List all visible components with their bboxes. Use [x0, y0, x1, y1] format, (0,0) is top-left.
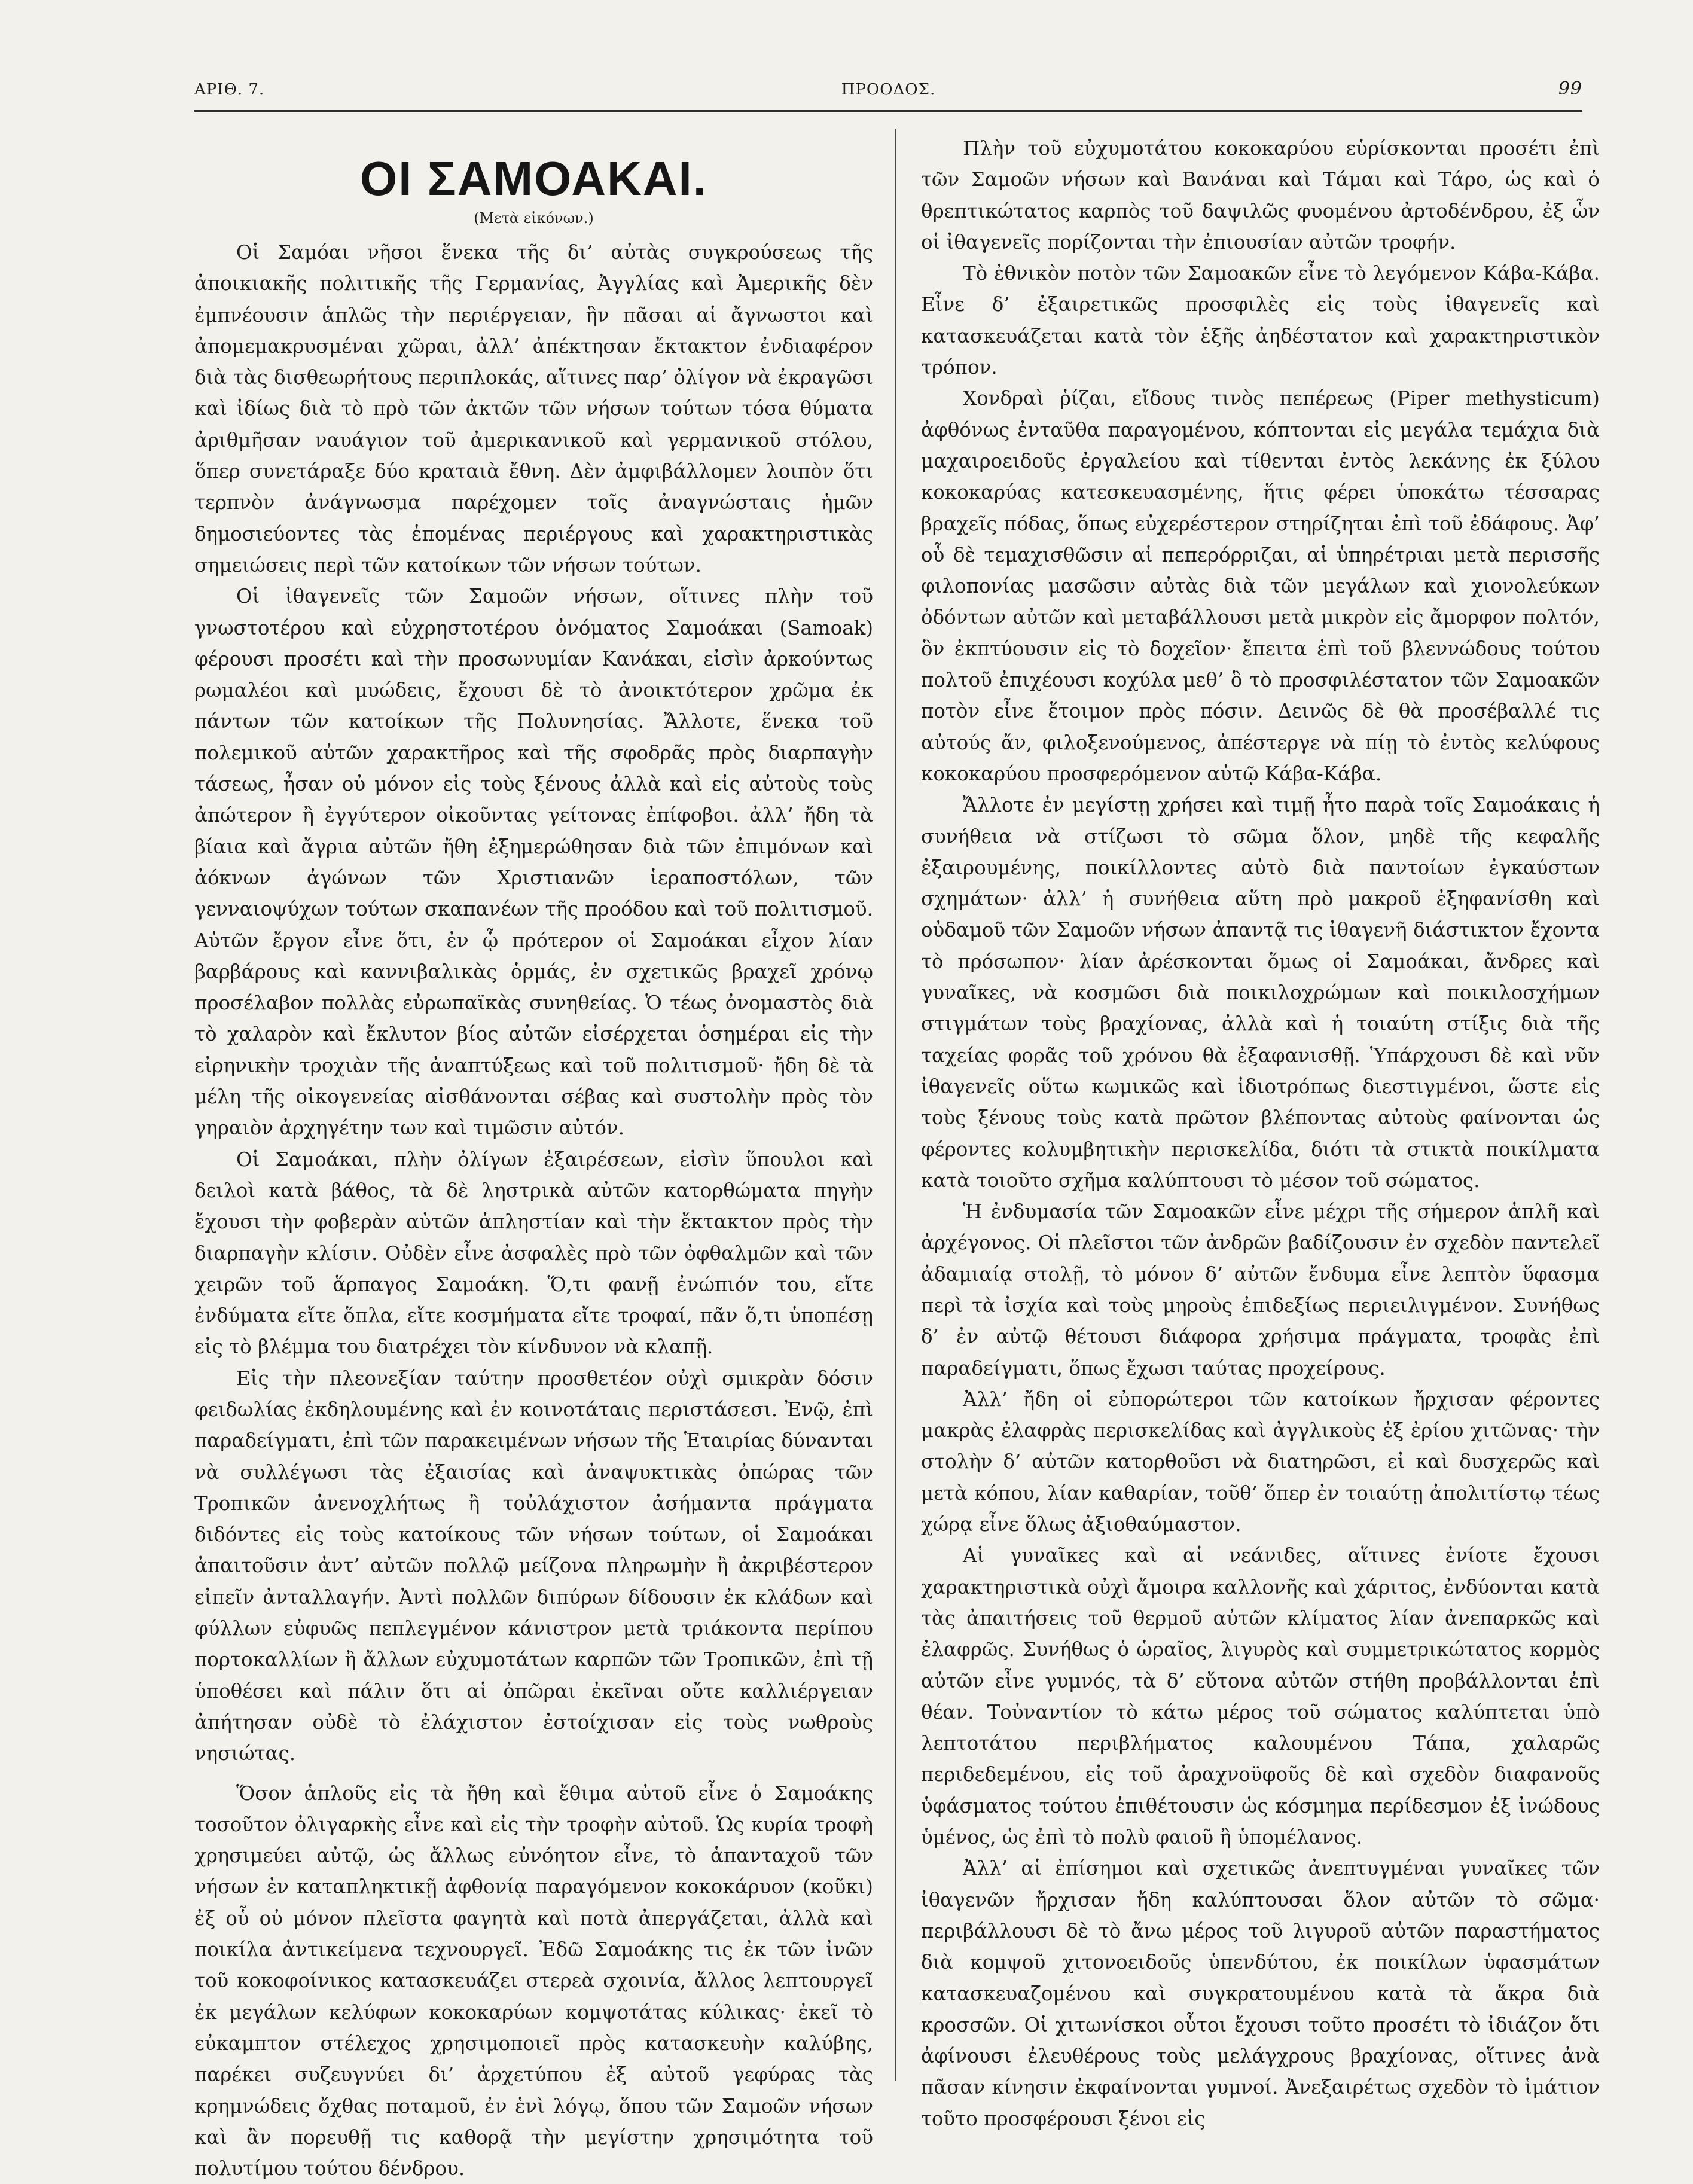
left-column	[194, 133, 873, 2180]
article-subtitle: (Μετὰ εἰκόνων.)	[474, 210, 594, 227]
journal-title: ΠΡΟΟΔΟΣ.	[841, 81, 936, 99]
paragraph: Ὅσον ἁπλοῦς εἰς τὰ ἤθη καὶ ἔθιμα αὐτοῦ εἶνε ὁ Σαμοάκης τοσοῦτον ὀλιγαρκὴς εἶνε καὶ εἰς τὴν τροφὴν αὐτοῦ. Ὡς κυρία τροφὴ χρησιμεύει αὐτῷ, ὡς ἄλλως εὐνόητον εἶνε, τὸ ἁπανταχοῦ τῶν νήσων ἐν καταπληκτικῇ ἀφθονίᾳ παραγόμενον κοκοκάρυον (κοῦκι) ἐξ οὗ οὐ μόνον πλεῖστα φαγητὰ καὶ ποτὰ ἀπεργάζεται, ἀλλὰ καὶ ποικίλα ἀντικείμενα τεχνουργεῖ. Ἐδῶ Σαμοάκης τις ἐκ τῶν ἰνῶν τοῦ κοκοφοίνικος κατασκευάζει στερεὰ σχοινία, ἄλλος λεπτουργεῖ ἐκ μεγάλων κελύφων κοκοκαρύων κομψοτάτας κύλικας· ἐκεῖ τὸ εὐκαμπτον στέλεχος χρησιμοποιεῖ πρὸς κατασκευὴν καλύβης, παρέκει συζευγνύει δι’ ἀρχετύπου ἐξ αὐτοῦ γεφύρας τὰς κρημνώδεις ὄχθας ποταμοῦ, ἐν ἑνὶ λόγῳ, ὅπου τῶν Σαμοῶν νήσων καὶ ἂν πορευθῇ τις καθορᾷ τὴν μεγίστην χρησιμότητα τοῦ πολυτίμου τούτου δένδρου.	[194, 1782, 873, 2180]
page-number: 99	[1558, 78, 1582, 99]
paragraph: Πλὴν τοῦ εὐχυμοτάτου κοκοκαρύου εὑρίσκονται προσέτι ἐπὶ τῶν Σαμοῶν νήσων καὶ Βανάναι καὶ Τάμαι καὶ Τάρο, ὡς καὶ ὁ θρεπτικώτατος καρπὸς τοῦ δαψιλῶς φυομένου ἀρτοδένδρου, ἐξ ὧν οἱ ἰθαγενεῖς πορίζονται τὴν ἐπιουσίαν αὐτῶν τροφήν.	[921, 137, 1600, 254]
paragraph: Αἱ γυναῖκες καὶ αἱ νεάνιδες, αἵτινες ἐνίοτε ἔχουσι χαρακτηριστικὰ οὐχὶ ἄμοιρα καλλονῆς καὶ χάριτος, ἐνδύονται κατὰ τὰς ἀπαιτήσεις τοῦ θερμοῦ αὐτῶν κλίματος λίαν ἀνεπαρκῶς καὶ ἐλαφρῶς. Συνήθως ὁ ὡραῖος, λιγυρὸς καὶ συμμετρικώτατος κορμὸς αὐτῶν εἶνε γυμνός, τὰ δ’ εὔτονα αὐτῶν στήθη προβάλλονται ἐπὶ θέαν. Τοὐναντίον τὸ κάτω μέρος τοῦ σώματος καλύπτεται ὑπὸ λεπτοτάτου περιβλήματος καλουμένου Τάπα, χαλαρῶς περιδεδεμένου, εἰς τοῦ ἀραχνοϋφοῦς δὲ καὶ σχεδὸν διαφανοῦς ὑφάσματος τούτου ἐπιθέτουσιν ὡς κόσμημα περίδεσμον ἐξ ἰνώδους ὑμένος, ὡς ἐπὶ τὸ πολὺ φαιοῦ ἢ ὑπομέλανος.	[921, 1544, 1600, 1849]
paragraph: Χονδραὶ ῥίζαι, εἴδους τινὸς πεπέρεως (Piper methysticum) ἀφθόνως ἐνταῦθα παραγομένου, κόπτονται εἰς μεγάλα τεμάχια διὰ μαχαιροειδοῦς ἐργαλείου καὶ τίθενται ἐντὸς λεκάνης ἐκ ξύλου κοκοκαρύας κατεσκευασμένης, ἥτις φέρει ὑποκάτω τέσσαρας βραχεῖς πόδας, ὅπως εὐχερέστερον στηρίζηται ἐπὶ τοῦ ἐδάφους. Ἀφ’ οὗ δὲ τεμαχισθῶσιν αἱ πεπερόρριζαι, αἱ ὑπηρέτριαι μετὰ περισσῆς φιλοπονίας μασῶσιν αὐτὰς διὰ τῶν μεγάλων καὶ χιονολεύκων ὀδόντων αὐτῶν καὶ μεταβάλλουσι μετὰ μικρὸν εἰς ἄμορφον πολτόν, ὃν ἐκπτύουσιν εἰς τὸ δοχεῖον· ἔπειτα ἐπὶ τοῦ βλεννώδους τούτου πολτοῦ ἐπιχέουσι κοχύλα μεθ’ ὃ τὸ προσφιλέστατον τῶν Σαμοακῶν ποτὸν εἶνε ἕτοιμον πρὸς πόσιν. Δεινῶς δὲ θὰ προσέβαλλέ τις αὐτούς ἄν, φιλοξενούμενος, ἀπέστεργε νὰ πίῃ τὸ ἐντὸς κελύφους κοκοκαρύου προσφερόμενον αὐτῷ Κάβα-Κάβα.	[921, 387, 1600, 785]
paragraph: Ἡ ἐνδυμασία τῶν Σαμοακῶν εἶνε μέχρι τῆς σήμερον ἁπλῆ καὶ ἀρχέγονος. Οἱ πλεῖστοι τῶν ἀνδρῶν βαδίζουσιν ἐν σχεδὸν παντελεῖ ἀδαμιαίᾳ στολῇ, τὸ μόνον δ’ αὐτῶν ἔνδυμα εἶνε λεπτὸν ὕφασμα περὶ τὰ ἰσχία καὶ τοὺς μηροὺς ἐπιδεξίως περιειλιγμένον. Συνήθως δ’ ἐν αὐτῷ θέτουσι διάφορα χρήσιμα πράγματα, τροφὰς ἐπὶ παραδείγματι, ὅπως ἔχωσι ταύτας προχείρους.	[921, 1200, 1600, 1380]
issue-number: ΑΡΙΘ. 7.	[194, 81, 265, 99]
paragraph: Τὸ ἐθνικὸν ποτὸν τῶν Σαμοακῶν εἶνε τὸ λεγόμενον Κάβα-Κάβα. Εἶνε δ’ ἐξαιρετικῶς προσφιλὲς εἰς τοὺς ἰθαγενεῖς καὶ κατασκευάζεται κατὰ τὸν ἑξῆς ἀηδέστατον καὶ χαρακτηριστικὸν τρόπον.	[921, 262, 1600, 379]
paragraph: Οἱ ἰθαγενεῖς τῶν Σαμοῶν νήσων, οἵτινες πλὴν τοῦ γνωστοτέρου καὶ εὐχρηστοτέρου ὀνόματος Σαμοάκαι (Samoak) φέρουσι προσέτι καὶ τὴν προσωνυμίαν Κανάκαι, εἰσὶν ἀρκούντως ρωμαλέοι καὶ μυώδεις, ἔχουσι δὲ τὸ ἀνοικτότερον χρῶμα ἐκ πάντων τῶν κατοίκων τῆς Πολυνησίας. Ἄλλοτε, ἕνεκα τοῦ πολεμικοῦ αὐτῶν χαρακτῆρος καὶ τῆς σφοδρᾶς πρὸς διαρπαγὴν τάσεως, ἦσαν οὐ μόνον εἰς τοὺς ξένους ἀλλὰ καὶ εἰς αὐτοὺς τοὺς ἀπώτερον ἢ ἐγγύτερον οἰκοῦντας γείτονας ἐπίφοβοι. ἀλλ’ ἤδη τὰ βίαια καὶ ἄγρια αὐτῶν ἤθη ἐξημερώθησαν διὰ τῶν ἐπιμόνων καὶ ἀόκνων ἀγώνων τῶν Χριστιανῶν ἱεραποστόλων, τῶν γενναιοψύχων τούτων σκαπανέων τῆς προόδου καὶ τοῦ πολιτισμοῦ. Αὐτῶν ἔργον εἶνε ὅτι, ἐν ᾧ πρότερον οἱ Σαμοάκαι εἶχον λίαν βαρβάρους καὶ καννιβαλικὰς ὁρμάς, ἐν σχετικῶς βραχεῖ χρόνῳ προσέλαβον πολλὰς εὐρωπαϊκὰς συνηθείας. Ὁ τέως ὀνομαστὸς διὰ τὸ χαλαρὸν καὶ ἔκλυτον βίος αὐτῶν εἰσέρχεται ὁσημέραι εἰς τὴν εἰρηνικὴν τροχιὰν τῆς ἀναπτύξεως καὶ τοῦ πολιτισμοῦ· ἤδη δὲ τὰ μέλη τῆς οἰκογενείας αἰσθάνονται σέβας καὶ συστολὴν πρὸς τὸν γηραιὸν ἀρχηγέτην των καὶ τιμῶσιν αὐτόν.	[194, 585, 873, 1140]
paragraph: Ἀλλ’ ἤδη οἱ εὐπορώτεροι τῶν κατοίκων ἤρχισαν φέροντες μακρὰς ἐλαφρὰς περισκελίδας καὶ ἀγγλικοὺς ἐξ ἐρίου χιτῶνας· τὴν στολὴν δ’ αὐτῶν κατορθοῦσι νὰ διατηρῶσι, εἰ καὶ δυσχερῶς καὶ μετὰ κόπου, λίαν καθαρίαν, τοῦθ’ ὅπερ ἐν τοιαύτῃ ἀπολιτίστῳ τέως χώρᾳ εἶνε ὅλως ἀξιοθαύμαστον.	[921, 1387, 1600, 1536]
paragraph: Οἱ Σαμόαι νῆσοι ἕνεκα τῆς δι’ αὐτὰς συγκρούσεως τῆς ἀποικιακῆς πολιτικῆς τῆς Γερμανίας, Ἀγγλίας καὶ Ἀμερικῆς δὲν ἐμπνέουσιν ἁπλῶς τὴν περιέργειαν, ἣν πᾶσαι αἱ ἄγνωστοι καὶ ἀπομεμακρυσμέναι χῶραι, ἀλλ’ ἀπέκτησαν ἔκτακτον ἐνδιαφέρον διὰ τὰς δισθεωρήτους περιπλοκάς, αἵτινες παρ’ ὀλίγον νὰ ἐκραγῶσι καὶ ἰδίως διὰ τὸ πρὸ τῶν ἀκτῶν τῶν νήσων τούτων τόσα θύματα ἀριθμῆσαν ναυάγιον τοῦ ἀμερικανικοῦ καὶ γερμανικοῦ στόλου, ὅπερ συνετάραξε δύο κραταιὰ ἔθνη. Δὲν ἀμφιβάλλομεν λοιπὸν ὅτι τερπνὸν ἀνάγνωσμα παρέχομεν τοῖς ἀναγνώσταις ἡμῶν δημοσιεύοντες τὰς ἑπομένας περιέργους καὶ χαρακτηριστικὰς σημειώσεις περὶ τῶν κατοίκων τῶν νήσων τούτων.	[194, 241, 873, 576]
right-column	[921, 133, 1600, 2130]
page-header	[194, 75, 1582, 111]
article-title: ΟΙ ΣΑΜΟΑΚΑΙ.	[360, 152, 707, 205]
header-rule	[194, 110, 1582, 112]
paragraph: Εἰς τὴν πλεονεξίαν ταύτην προσθετέον οὐχὶ σμικρὰν δόσιν φειδωλίας ἐκδηλουμένης καὶ ἐν κοινοτάταις περιστάσεσι. Ἐνῷ, ἐπὶ παραδείγματι, ἐπὶ τῶν παρακειμένων νήσων τῆς Ἑταιρίας δύνανται νὰ συλλέγωσι τὰς ἐξαισίας καὶ ἀναψυκτικὰς ὀπώρας τῶν Τροπικῶν ἀνενοχλήτως ἢ τοὐλάχιστον ἀσήμαντα πράγματα διδόντες εἰς τοὺς κατοίκους τῶν νήσων τούτων, οἱ Σαμοάκαι ἀπαιτοῦσιν ἀντ’ αὐτῶν πολλῷ μείζονα πληρωμὴν ἢ ἀκριβέστερον εἰπεῖν ἀνταλλαγήν. Ἀντὶ πολλῶν διπύρων δίδουσιν ἐκ κλάδων καὶ φύλλων εὐφυῶς πεπλεγμένον κάνιστρον μετὰ τριάκοντα περίπου πορτοκαλλίων ἢ ἄλλων εὐχυμοτάτων καρπῶν τῶν Τροπικῶν, ἐπὶ τῇ ὑποθέσει καὶ πάλιν ὅτι αἱ ὀπῶραι ἐκεῖναι οὔτε καλλιέργειαν ἀπήτησαν οὐδὲ τὸ ἐλάχιστον ἐστοίχισαν εἰς τοὺς νωθροὺς νησιώτας.	[194, 1366, 873, 1765]
paragraph: Ἀλλ’ αἱ ἐπίσημοι καὶ σχετικῶς ἀνεπτυγμέναι γυναῖκες τῶν ἰθαγενῶν ἤρχισαν ἤδη καλύπτουσαι ὅλον αὐτῶν τὸ σῶμα· περιβάλλουσι δὲ τὸ ἄνω μέρος τοῦ λιγυροῦ αὐτῶν παραστήματος διὰ κομψοῦ χιτονοειδοῦς ὑπενδύτου, ἐκ ποικίλων ὑφασμάτων κατασκευαζομένου καὶ συγκρατουμένου κατὰ τὰ ἄκρα διὰ κροσσῶν. Οἱ χιτωνίσκοι οὗτοι ἔχουσι τοῦτο προσέτι τὸ ἰδιάζον ὅτι ἀφίνουσι ἐλευθέρους τοὺς μελάγχρους βραχίονας, οἵτινες ἀνὰ πᾶσαν κίνησιν ἐκφαίνονται γυμνοί. Ἀνεξαιρέτως σχεδὸν τὸ ἱμάτιον τοῦτο προσφέρουσι ξένοι εἰς	[921, 1857, 1600, 2130]
paragraph: Οἱ Σαμοάκαι, πλὴν ὀλίγων ἐξαιρέσεων, εἰσὶν ὕπουλοι καὶ δειλοὶ κατὰ βάθος, τὰ δὲ ληστρικὰ αὐτῶν κατορθώματα πηγὴν ἔχουσι τὴν φοβερὰν αὐτῶν ἀπληστίαν καὶ τὴν ἔκτακτον πρὸς τὴν διαρπαγὴν κλίσιν. Οὐδὲν εἶνε ἀσφαλὲς πρὸ τῶν ὀφθαλμῶν καὶ τῶν χειρῶν τοῦ ἅρπαγος Σαμοάκη. Ὅ,τι φανῇ ἐνώπιόν του, εἴτε ἐνδύματα εἴτε ὅπλα, εἴτε κοσμήματα εἴτε τροφαί, πᾶν ὅ,τι ὑποπέσῃ εἰς τὸ βλέμμα του διατρέχει τὸν κίνδυνον νὰ κλαπῇ.	[194, 1148, 873, 1359]
column-divider	[895, 129, 896, 2081]
paragraph: Ἄλλοτε ἐν μεγίστῃ χρήσει καὶ τιμῇ ἦτο παρὰ τοῖς Σαμοάκαις ἡ συνήθεια νὰ στίζωσι τὸ σῶμα ὅλον, μηδὲ τῆς κεφαλῆς ἐξαιρουμένης, ποικίλλοντες αὐτὸ διὰ παντοίων ἐγκαύστων σχημάτων· ἀλλ’ ἡ συνήθεια αὕτη πρὸ μακροῦ ἐξηφανίσθη καὶ οὐδαμοῦ τῶν Σαμοῶν νήσων ἀπαντᾷ τις ἰθαγενῆ διάστικτον ἔχοντα τὸ πρόσωπον· λίαν ἀρέσκονται ὅμως οἱ Σαμοάκαι, ἄνδρες καὶ γυναῖκες, νὰ κοσμῶσι διὰ ποικιλοχρώμων καὶ ποικιλοσχήμων στιγμάτων τοὺς βραχίονας, ἀλλὰ καὶ ἡ τοιαύτη στίξις διὰ τῆς ταχείας φορᾶς τοῦ χρόνου θὰ ἐξαφανισθῇ. Ὑπάρχουσι δὲ καὶ νῦν ἰθαγενεῖς οὕτω κωμικῶς καὶ ἰδιοτρόπως διεστιγμένοι, ὥστε εἰς τοὺς ξένους τοὺς κατὰ πρῶτον βλέποντας αὐτοὺς φαίνονται ὡς φέροντες κολυμβητικὴν περισκελίδα, διότι τὰ στικτὰ ποικίλματα κατὰ τοιοῦτο σχῆμα καλύπτουσι τὸ μέσον τοῦ σώματος.	[921, 794, 1600, 1192]
